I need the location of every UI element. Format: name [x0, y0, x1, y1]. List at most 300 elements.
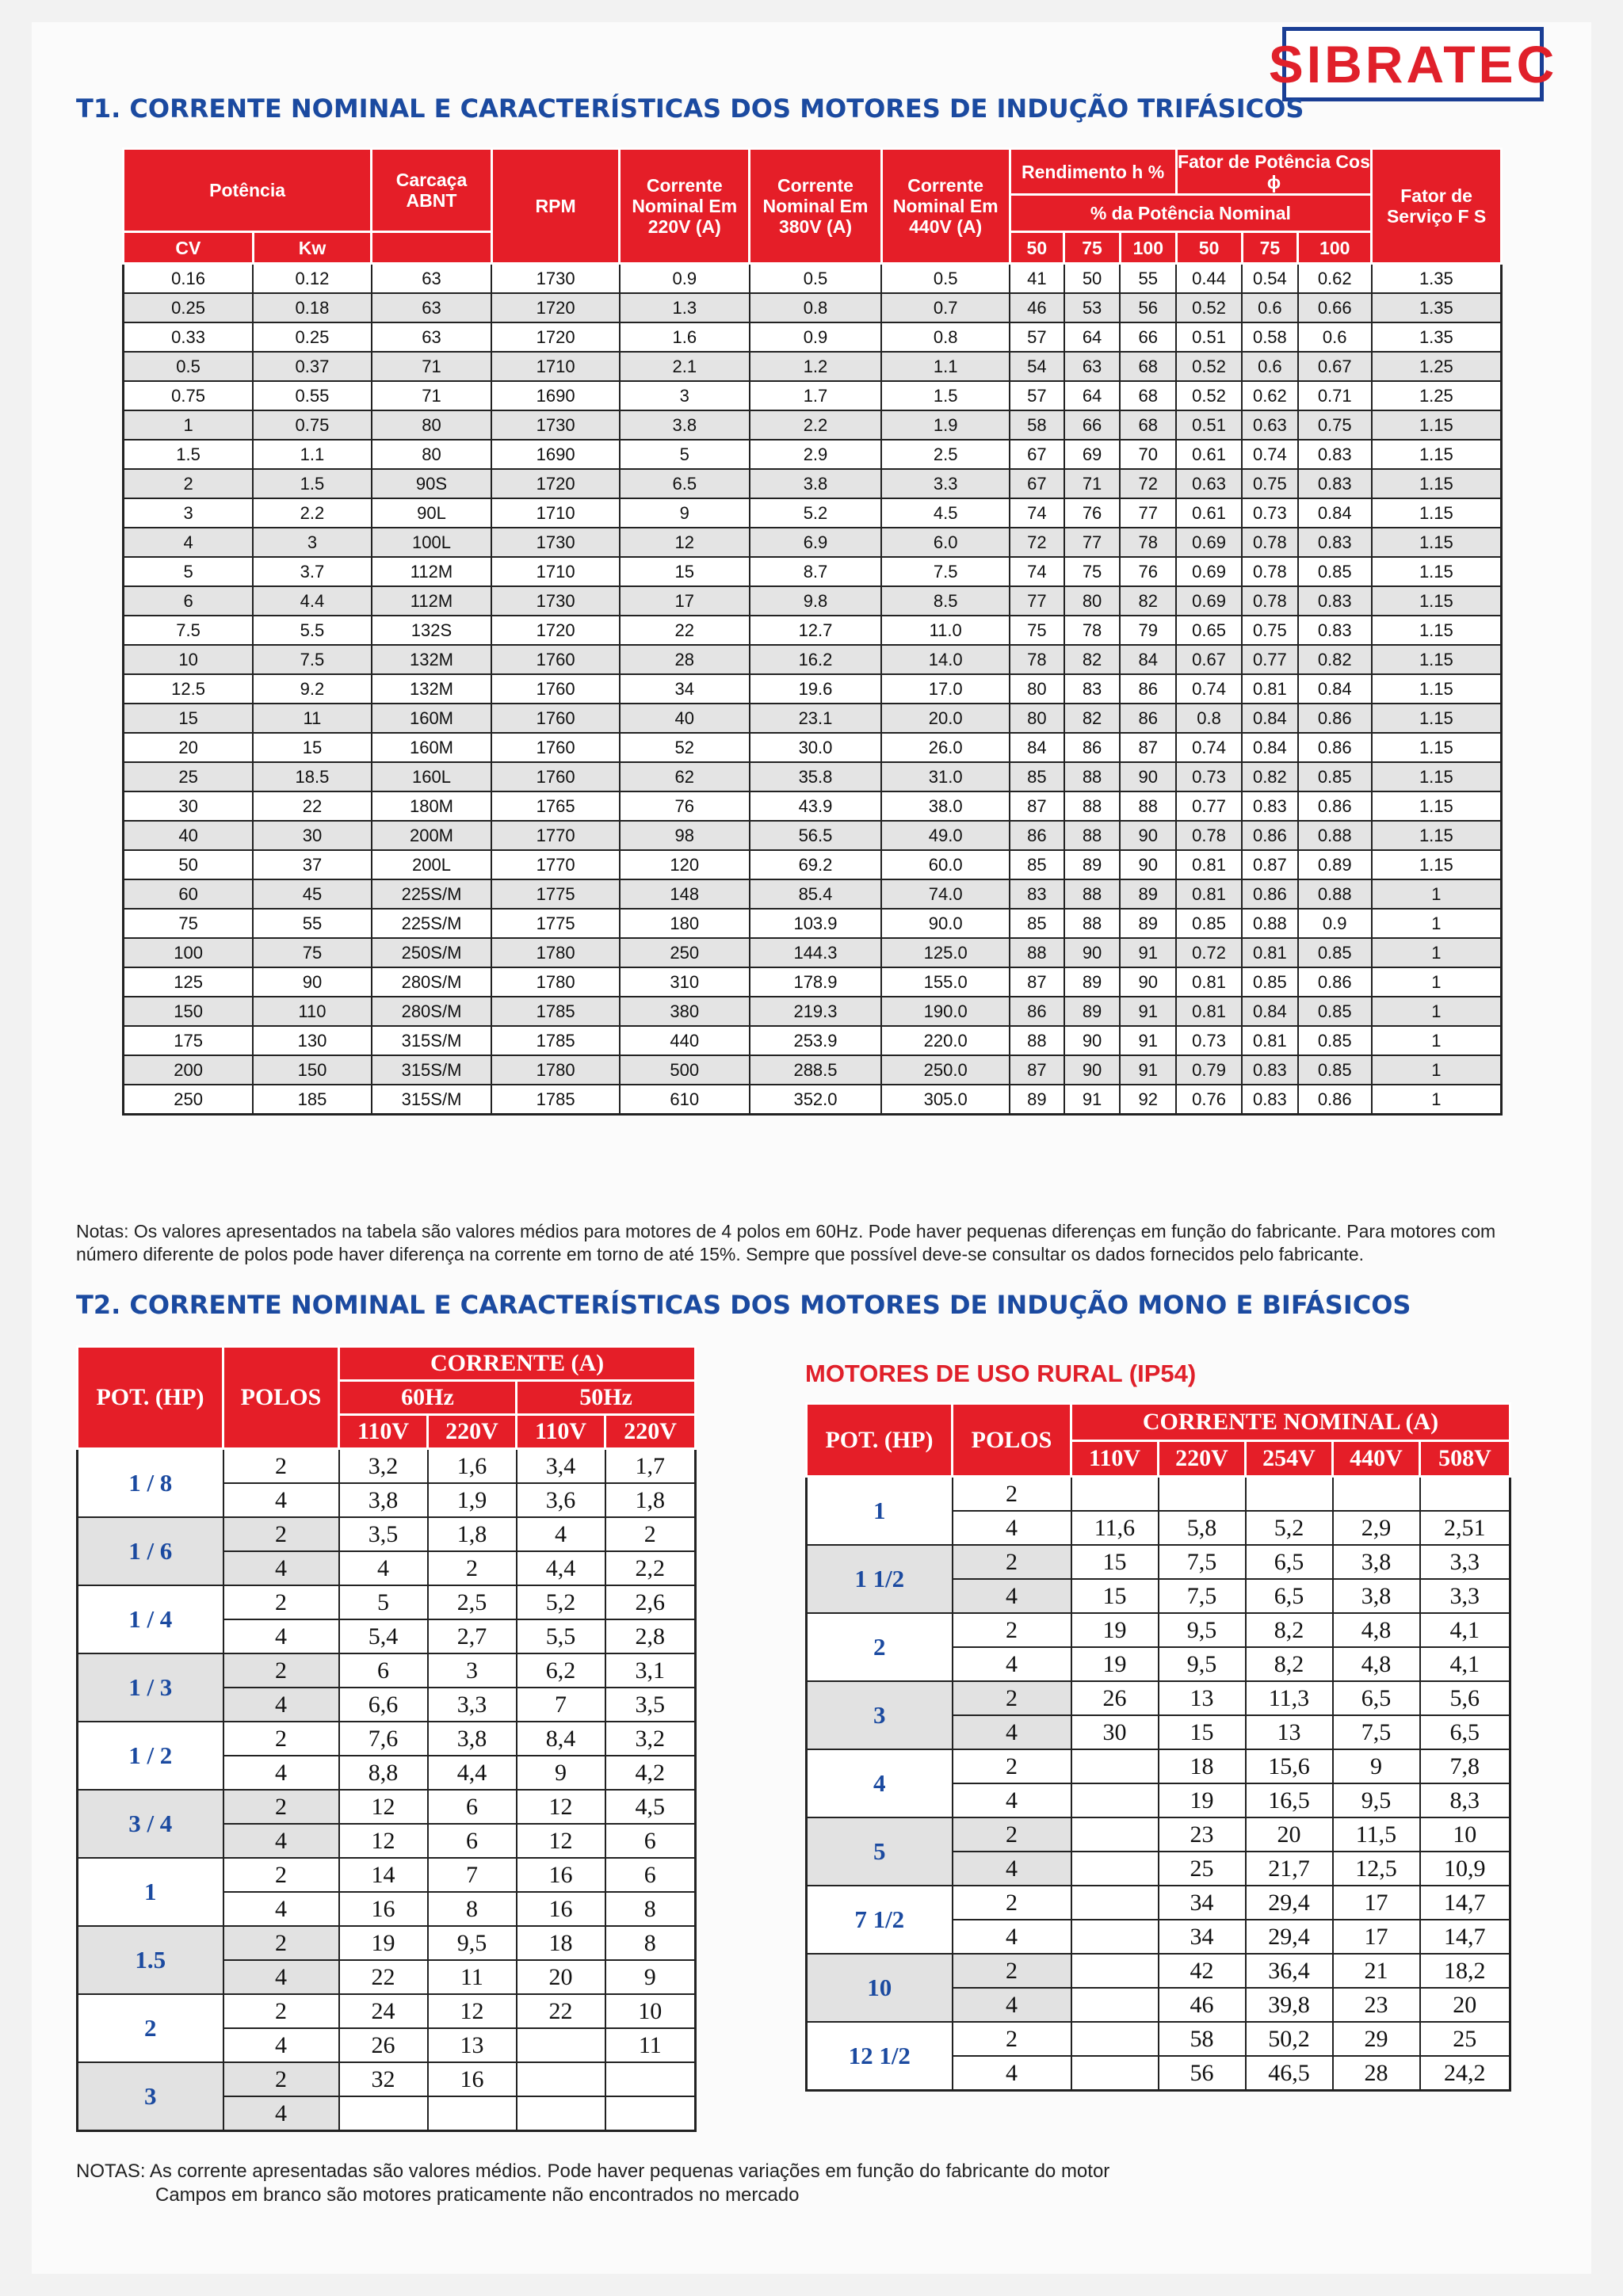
rural-value-cell: 3,8: [1333, 1579, 1420, 1613]
t2-pot-cell: 1 / 3: [78, 1653, 223, 1722]
t1-cell: 0.83: [1298, 616, 1372, 645]
t2-pot-cell: 3 / 4: [78, 1790, 223, 1858]
t1-cell: 144.3: [750, 938, 882, 967]
rural-header-254v: 254V: [1246, 1441, 1333, 1477]
t2-value-cell: 9: [517, 1756, 605, 1790]
t2-value-cell: 16: [339, 1892, 428, 1926]
rural-value-cell: 46: [1159, 1988, 1246, 2022]
t2-value-cell: 7,6: [339, 1722, 428, 1756]
t1-cell: 30: [253, 821, 372, 850]
t2-value-cell: 3,8: [428, 1722, 517, 1756]
rural-header-110v: 110V: [1071, 1441, 1159, 1477]
t1-cell: 352.0: [750, 1085, 882, 1115]
rural-value-cell: 8,2: [1246, 1613, 1333, 1647]
t1-cell: 76: [1120, 557, 1176, 586]
t1-cell: 26.0: [881, 733, 1010, 762]
t1-cell: 1: [1372, 967, 1502, 997]
t2-value-cell: 3,5: [605, 1688, 696, 1722]
t1-cell: 71: [372, 352, 492, 381]
t1-cell: 1.15: [1372, 557, 1502, 586]
t1-cell: 15: [620, 557, 750, 586]
t2-body: [78, 1449, 696, 2131]
t1-cell: 6.5: [620, 469, 750, 498]
t2-value-cell: [605, 2062, 696, 2096]
t1-cell: 0.52: [1176, 352, 1242, 381]
t1-cell: 9: [620, 498, 750, 528]
t1-cell: 5: [620, 440, 750, 469]
t1-cell: 440: [620, 1026, 750, 1055]
t2-row: [78, 1722, 696, 1756]
t1-cell: 0.5: [750, 264, 882, 294]
t1-cell: 0.84: [1242, 997, 1298, 1026]
t2-polos-cell: 4: [223, 1824, 339, 1858]
rural-polos-cell: 2: [953, 1681, 1071, 1715]
t1-cell: 0.58: [1242, 322, 1298, 352]
t1-cell: 0.86: [1298, 704, 1372, 733]
t2-value-cell: 6,6: [339, 1688, 428, 1722]
t1-row: [124, 704, 1502, 733]
t2-polos-cell: 4: [223, 2028, 339, 2062]
t2-value-cell: 8: [605, 1892, 696, 1926]
rural-value-cell: 9: [1333, 1749, 1420, 1783]
t2-header-50hz-220v: 220V: [605, 1415, 696, 1449]
t1-cell: 1760: [491, 733, 620, 762]
t2-value-cell: 1,8: [605, 1483, 696, 1517]
rural-polos-cell: 4: [953, 1647, 1071, 1681]
rural-polos-cell: 2: [953, 1749, 1071, 1783]
t1-cell: 1.25: [1372, 352, 1502, 381]
t1-cell: 40: [620, 704, 750, 733]
t2-row: [78, 1858, 696, 1892]
rural-value-cell: 23: [1333, 1988, 1420, 2022]
t2-header-corrente: CORRENTE (A): [339, 1347, 696, 1381]
t1-cell: 87: [1010, 1055, 1064, 1085]
t2-polos-cell: 4: [223, 1688, 339, 1722]
t1-cell: 1785: [491, 997, 620, 1026]
t1-cell: 55: [253, 909, 372, 938]
t1-cell: 55: [1120, 264, 1176, 294]
t1-cell: 0.86: [1242, 879, 1298, 909]
t1-cell: 1720: [491, 469, 620, 498]
t2-pot-cell: 2: [78, 1994, 223, 2062]
t1-cell: 69: [1064, 440, 1121, 469]
t1-cell: 1690: [491, 440, 620, 469]
rural-value-cell: 17: [1333, 1920, 1420, 1954]
t2-value-cell: 22: [339, 1960, 428, 1994]
t1-cell: 0.7: [881, 293, 1010, 322]
t2-header-pot: POT. (HP): [78, 1347, 223, 1449]
t1-row: [124, 1085, 1502, 1115]
t1-cell: 77: [1064, 528, 1121, 557]
t1-cell: 150: [124, 997, 254, 1026]
t1-cell: 0.6: [1298, 322, 1372, 352]
t2-notes-line1: NOTAS: As corrente apresentadas são valores médios. Pode haver pequenas variações em função do fabricante do motor: [76, 2161, 1110, 2182]
rural-value-cell: 34: [1159, 1920, 1246, 1954]
t1-cell: 1: [1372, 1026, 1502, 1055]
t1-cell: 71: [1064, 469, 1121, 498]
t1-cell: 1.1: [253, 440, 372, 469]
t1-cell: 75: [253, 938, 372, 967]
t1-cell: 4: [124, 528, 254, 557]
t1-cell: 0.88: [1242, 909, 1298, 938]
t1-cell: 3.8: [620, 410, 750, 440]
t1-cell: 305.0: [881, 1085, 1010, 1115]
t1-header-pct-potencia: % da Potência Nominal: [1010, 195, 1372, 232]
t1-cell: 0.51: [1176, 322, 1242, 352]
rural-header-corrente: CORRENTE NOMINAL (A): [1071, 1404, 1510, 1441]
t1-header-rpm: RPM: [491, 149, 620, 264]
rural-pot-cell: 5: [807, 1817, 953, 1886]
t1-cell: 71: [372, 381, 492, 410]
t1-cell: 125: [124, 967, 254, 997]
t1-header-rend-100: 100: [1120, 232, 1176, 264]
t1-row: [124, 645, 1502, 674]
rural-value-cell: 9,5: [1159, 1613, 1246, 1647]
t1-cell: 1710: [491, 557, 620, 586]
t2-header-50hz: 50Hz: [517, 1381, 696, 1415]
t1-cell: 91: [1064, 1085, 1121, 1115]
t1-cell: 190.0: [881, 997, 1010, 1026]
t2-value-cell: 6: [605, 1858, 696, 1892]
t1-cell: 84: [1010, 733, 1064, 762]
t1-cell: 0.86: [1298, 1085, 1372, 1115]
t1-cell: 1760: [491, 704, 620, 733]
t1-row: [124, 469, 1502, 498]
t1-cell: 0.78: [1176, 821, 1242, 850]
t1-cell: 90: [1120, 821, 1176, 850]
rural-value-cell: 13: [1246, 1715, 1333, 1749]
rural-value-cell: 6,5: [1246, 1545, 1333, 1579]
t1-cell: 85: [1010, 762, 1064, 791]
t1-cell: 315S/M: [372, 1055, 492, 1085]
t2-row: [78, 1994, 696, 2028]
t1-cell: 57: [1010, 322, 1064, 352]
t2-value-cell: 26: [339, 2028, 428, 2062]
t1-cell: 1.35: [1372, 264, 1502, 294]
rural-value-cell: 21: [1333, 1954, 1420, 1988]
t1-cell: 0.37: [253, 352, 372, 381]
t1-cell: 0.77: [1242, 645, 1298, 674]
rural-value-cell: 12,5: [1333, 1852, 1420, 1886]
rural-value-cell: [1071, 1852, 1159, 1886]
t2-polos-cell: 4: [223, 1960, 339, 1994]
t2-polos-cell: 2: [223, 1994, 339, 2028]
t1-cell: 0.8: [881, 322, 1010, 352]
t1-cell: 8.7: [750, 557, 882, 586]
rural-value-cell: 28: [1333, 2056, 1420, 2091]
rural-value-cell: 7,5: [1159, 1579, 1246, 1613]
t1-cell: 9.2: [253, 674, 372, 704]
t1-cell: 0.52: [1176, 381, 1242, 410]
t1-cell: 1.2: [750, 352, 882, 381]
t1-cell: 0.33: [124, 322, 254, 352]
t1-cell: 12: [620, 528, 750, 557]
t2-header-polos: POLOS: [223, 1347, 339, 1449]
t2-pot-cell: 1 / 6: [78, 1517, 223, 1585]
t2-value-cell: 16: [428, 2062, 517, 2096]
t1-cell: 22: [620, 616, 750, 645]
t1-cell: 0.84: [1242, 704, 1298, 733]
t1-cell: 79: [1120, 616, 1176, 645]
t1-cell: 90.0: [881, 909, 1010, 938]
t1-cell: 88: [1064, 791, 1121, 821]
t1-cell: 1.1: [881, 352, 1010, 381]
rural-polos-cell: 4: [953, 1715, 1071, 1749]
t1-cell: 90: [1120, 850, 1176, 879]
t2-title: T2. CORRENTE NOMINAL E CARACTERÍSTICAS DOS MOTORES DE INDUÇÃO MONO E BIFÁSICOS: [76, 1290, 1411, 1320]
t1-row: [124, 322, 1502, 352]
t1-cell: 3.8: [750, 469, 882, 498]
rural-row: [807, 1886, 1510, 1920]
rural-value-cell: 7,8: [1420, 1749, 1510, 1783]
t2-value-cell: 18: [517, 1926, 605, 1960]
t1-cell: 7.5: [124, 616, 254, 645]
t1-cell: 0.6: [1242, 352, 1298, 381]
rural-value-cell: 3,3: [1420, 1579, 1510, 1613]
t1-row: [124, 352, 1502, 381]
t2-value-cell: 6: [428, 1790, 517, 1824]
rural-value-cell: 50,2: [1246, 2022, 1333, 2056]
t2-value-cell: 6: [339, 1653, 428, 1688]
t1-header-c380: Corrente Nominal Em 380V (A): [750, 149, 882, 264]
t1-cell: 250.0: [881, 1055, 1010, 1085]
rural-pot-cell: 1 1/2: [807, 1545, 953, 1613]
t1-cell: 83: [1064, 674, 1121, 704]
t2-value-cell: 3,6: [517, 1483, 605, 1517]
t1-header-rendimento: Rendimento h %: [1010, 149, 1176, 195]
t1-row: [124, 293, 1502, 322]
t1-cell: 90S: [372, 469, 492, 498]
t1-body: [124, 264, 1502, 1115]
t1-cell: 25: [124, 762, 254, 791]
t2-value-cell: 2,7: [428, 1619, 517, 1653]
rural-pot-cell: 2: [807, 1613, 953, 1681]
rural-value-cell: 4,8: [1333, 1613, 1420, 1647]
t1-row: [124, 997, 1502, 1026]
t1-cell: 0.74: [1176, 733, 1242, 762]
t1-cell: 80: [372, 440, 492, 469]
t1-cell: 1.15: [1372, 850, 1502, 879]
t1-cell: 7.5: [253, 645, 372, 674]
t1-cell: 380: [620, 997, 750, 1026]
t1-cell: 12.7: [750, 616, 882, 645]
t1-cell: 0.86: [1242, 821, 1298, 850]
t1-cell: 160L: [372, 762, 492, 791]
t1-cell: 9.8: [750, 586, 882, 616]
t1-cell: 74.0: [881, 879, 1010, 909]
t1-cell: 78: [1010, 645, 1064, 674]
t1-cell: 2.9: [750, 440, 882, 469]
t1-cell: 0.73: [1176, 1026, 1242, 1055]
t1-cell: 1.35: [1372, 322, 1502, 352]
rural-value-cell: 4,1: [1420, 1613, 1510, 1647]
t2-value-cell: 12: [339, 1790, 428, 1824]
t1-cell: 0.9: [750, 322, 882, 352]
t2-notes-line2: Campos em branco são motores praticamente não encontrados no mercado: [155, 2184, 800, 2206]
t2-polos-cell: 2: [223, 2062, 339, 2096]
t2-value-cell: 12: [517, 1790, 605, 1824]
t2-notes: [76, 2160, 1503, 2207]
t1-row: [124, 674, 1502, 704]
rural-value-cell: [1071, 2056, 1159, 2091]
t1-cell: 1.35: [1372, 293, 1502, 322]
t1-cell: 50: [124, 850, 254, 879]
t1-cell: 17.0: [881, 674, 1010, 704]
t1-cell: 0.86: [1298, 967, 1372, 997]
t1-cell: 82: [1064, 704, 1121, 733]
t1-cell: 225S/M: [372, 909, 492, 938]
t2-pot-cell: 1 / 8: [78, 1449, 223, 1518]
t2-value-cell: 20: [517, 1960, 605, 1994]
t1-cell: 1780: [491, 938, 620, 967]
t1-cell: 14.0: [881, 645, 1010, 674]
t1-cell: 185: [253, 1085, 372, 1115]
t1-cell: 89: [1064, 850, 1121, 879]
rural-body: [807, 1477, 1510, 2091]
t2-polos-cell: 4: [223, 1483, 339, 1517]
t1-cell: 45: [253, 879, 372, 909]
t2-header-60hz-220v: 220V: [428, 1415, 517, 1449]
rural-polos-cell: 2: [953, 2022, 1071, 2056]
t1-cell: 1690: [491, 381, 620, 410]
t1-cell: 0.85: [1298, 762, 1372, 791]
t1-row: [124, 762, 1502, 791]
t1-cell: 90L: [372, 498, 492, 528]
t1-cell: 0.78: [1242, 586, 1298, 616]
t1-cell: 6.0: [881, 528, 1010, 557]
t1-cell: 253.9: [750, 1026, 882, 1055]
rural-value-cell: 11,6: [1071, 1511, 1159, 1545]
rural-value-cell: 4,1: [1420, 1647, 1510, 1681]
t1-row: [124, 850, 1502, 879]
t1-cell: 40: [124, 821, 254, 850]
t1-cell: 76: [620, 791, 750, 821]
t2-value-cell: [339, 2096, 428, 2131]
rural-value-cell: [1071, 1988, 1159, 2022]
t1-cell: 34: [620, 674, 750, 704]
t1-cell: 0.51: [1176, 410, 1242, 440]
t1-cell: 225S/M: [372, 879, 492, 909]
t2-value-cell: 16: [517, 1892, 605, 1926]
t1-cell: 0.73: [1242, 498, 1298, 528]
rural-value-cell: 18,2: [1420, 1954, 1510, 1988]
t1-cell: 250: [620, 938, 750, 967]
t1-cell: 15: [253, 733, 372, 762]
t1-cell: 0.8: [1176, 704, 1242, 733]
t1-cell: 53: [1064, 293, 1121, 322]
rural-row: [807, 1954, 1510, 1988]
t1-cell: 5.5: [253, 616, 372, 645]
t1-cell: 63: [1064, 352, 1121, 381]
t1-cell: 0.69: [1176, 586, 1242, 616]
t2-row: [78, 2062, 696, 2096]
t1-cell: 1: [124, 410, 254, 440]
rural-value-cell: 14,7: [1420, 1886, 1510, 1920]
t1-cell: 0.85: [1298, 938, 1372, 967]
rural-value-cell: 26: [1071, 1681, 1159, 1715]
t1-cell: 10: [124, 645, 254, 674]
t2-row: [78, 1517, 696, 1551]
rural-polos-cell: 4: [953, 1988, 1071, 2022]
rural-value-cell: 56: [1159, 2056, 1246, 2091]
t1-cell: 89: [1120, 909, 1176, 938]
rural-value-cell: 15: [1071, 1579, 1159, 1613]
rural-title: MOTORES DE USO RURAL (IP54): [805, 1360, 1197, 1387]
t1-cell: 1.15: [1372, 616, 1502, 645]
t2-pot-cell: 1 / 2: [78, 1722, 223, 1790]
t1-cell: 0.67: [1298, 352, 1372, 381]
t1-cell: 1.3: [620, 293, 750, 322]
t1-cell: 0.85: [1298, 1055, 1372, 1085]
t2-value-cell: 5: [339, 1585, 428, 1619]
t1-header-fp-75: 75: [1242, 232, 1298, 264]
t1-cell: 50: [1064, 264, 1121, 294]
t1-cell: 1760: [491, 674, 620, 704]
rural-value-cell: 3,3: [1420, 1545, 1510, 1579]
t1-cell: 0.83: [1298, 528, 1372, 557]
t1-cell: 1.15: [1372, 791, 1502, 821]
t1-cell: 0.63: [1242, 410, 1298, 440]
t1-cell: 1780: [491, 967, 620, 997]
t1-cell: 1.15: [1372, 440, 1502, 469]
t1-cell: 46: [1010, 293, 1064, 322]
rural-value-cell: 25: [1420, 2022, 1510, 2056]
t1-cell: 1.15: [1372, 821, 1502, 850]
t1-cell: 92: [1120, 1085, 1176, 1115]
t1-cell: 0.88: [1298, 821, 1372, 850]
t1-cell: 1765: [491, 791, 620, 821]
rural-value-cell: 20: [1246, 1817, 1333, 1852]
t1-header-c440: Corrente Nominal Em 440V (A): [881, 149, 1010, 264]
t1-cell: 155.0: [881, 967, 1010, 997]
t1-table: [122, 147, 1503, 1116]
t1-header-carcaca-blank: [372, 232, 492, 264]
t1-cell: 0.16: [124, 264, 254, 294]
t1-cell: 72: [1010, 528, 1064, 557]
t2-value-cell: 3,5: [339, 1517, 428, 1551]
rural-polos-cell: 2: [953, 1545, 1071, 1579]
t1-cell: 37: [253, 850, 372, 879]
t2-value-cell: 9: [605, 1960, 696, 1994]
t1-header-rend-50: 50: [1010, 232, 1064, 264]
t1-cell: 69.2: [750, 850, 882, 879]
rural-value-cell: [1071, 1954, 1159, 1988]
rural-value-cell: 9,5: [1159, 1647, 1246, 1681]
rural-pot-cell: 7 1/2: [807, 1886, 953, 1954]
t2-polos-cell: 4: [223, 1619, 339, 1653]
t1-cell: 5.2: [750, 498, 882, 528]
t1-header-fator-potencia: Fator de Potência Cos ϕ: [1176, 149, 1372, 195]
t2-value-cell: 7: [428, 1858, 517, 1892]
t1-cell: 12.5: [124, 674, 254, 704]
t2-value-cell: 8: [428, 1892, 517, 1926]
t1-cell: 315S/M: [372, 1085, 492, 1115]
t1-cell: 0.76: [1176, 1085, 1242, 1115]
t1-cell: 86: [1120, 704, 1176, 733]
t2-value-cell: [517, 2028, 605, 2062]
t1-cell: 88: [1010, 938, 1064, 967]
t2-value-cell: 3,1: [605, 1653, 696, 1688]
t1-cell: 0.75: [124, 381, 254, 410]
t1-cell: 22: [253, 791, 372, 821]
t2-value-cell: 8,8: [339, 1756, 428, 1790]
t1-cell: 0.81: [1242, 938, 1298, 967]
t2-value-cell: 1,7: [605, 1449, 696, 1484]
rural-pot-cell: 1: [807, 1477, 953, 1546]
t1-cell: 60: [124, 879, 254, 909]
t2-value-cell: 3,4: [517, 1449, 605, 1484]
t1-row: [124, 938, 1502, 967]
